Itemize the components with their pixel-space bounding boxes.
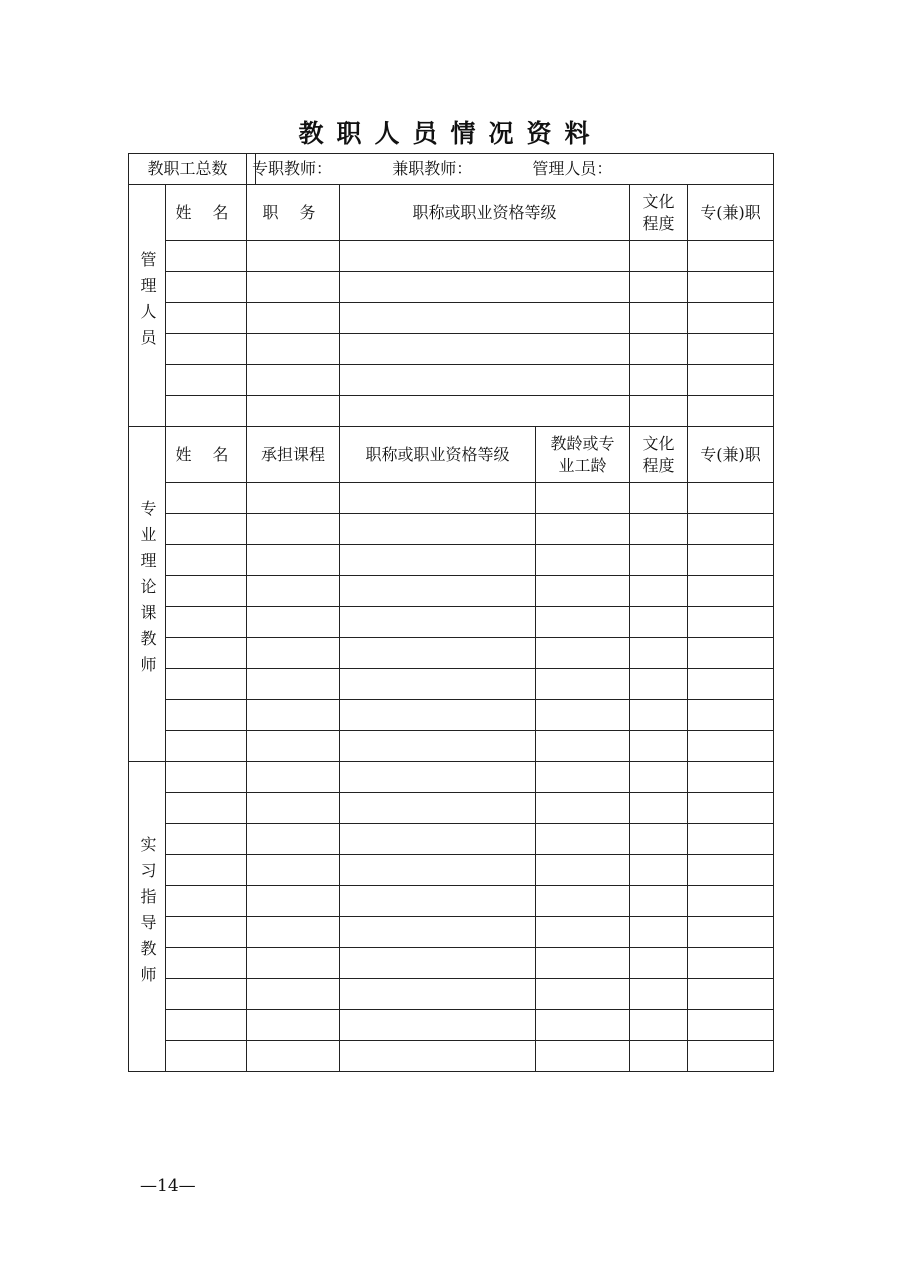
theory-title-cell[interactable] xyxy=(340,545,536,576)
theory-name-cell[interactable] xyxy=(166,638,247,669)
theory-education-cell[interactable] xyxy=(630,545,688,576)
admin-name-cell[interactable] xyxy=(166,272,247,303)
theory-course-cell[interactable] xyxy=(247,731,340,762)
theory-title-cell[interactable] xyxy=(340,700,536,731)
practice-title-cell[interactable] xyxy=(340,824,536,855)
theory-course-cell[interactable] xyxy=(247,607,340,638)
practice-row xyxy=(129,855,774,886)
admin-staff-label: 管理人员： xyxy=(532,159,613,178)
practice-education-cell[interactable] xyxy=(630,824,688,855)
admin-fulltime-cell[interactable] xyxy=(688,365,774,396)
admin-fulltime-cell[interactable] xyxy=(688,396,774,427)
theory-name-cell[interactable] xyxy=(166,483,247,514)
admin-row xyxy=(129,241,774,272)
practice-name-cell[interactable] xyxy=(166,948,247,979)
theory-row xyxy=(129,731,774,762)
theory-name-cell[interactable] xyxy=(166,576,247,607)
practice-years-cell[interactable] xyxy=(536,1041,630,1072)
theory-education-cell[interactable] xyxy=(630,483,688,514)
admin-fulltime-cell[interactable] xyxy=(688,334,774,365)
staff-table-frame xyxy=(128,153,773,1072)
theory-education-cell[interactable] xyxy=(630,607,688,638)
practice-education-cell[interactable] xyxy=(630,886,688,917)
practice-title-cell[interactable] xyxy=(340,948,536,979)
theory-years-cell[interactable] xyxy=(536,731,630,762)
admin-title-cell[interactable] xyxy=(340,303,630,334)
practice-years-cell[interactable] xyxy=(536,1010,630,1041)
theory-row xyxy=(129,514,774,545)
practice-course-cell[interactable] xyxy=(247,824,340,855)
practice-title-cell[interactable] xyxy=(340,1010,536,1041)
admin-header-education: 文化程度 xyxy=(630,185,688,241)
practice-education-cell[interactable] xyxy=(630,1010,688,1041)
admin-position-cell[interactable] xyxy=(247,241,340,272)
practice-name-cell[interactable] xyxy=(166,762,247,793)
admin-header-fulltime: 专(兼)职 xyxy=(688,185,774,241)
practice-years-cell[interactable] xyxy=(536,762,630,793)
theory-years-cell[interactable] xyxy=(536,669,630,700)
practice-education-cell[interactable] xyxy=(630,1041,688,1072)
admin-title-cell[interactable] xyxy=(340,241,630,272)
practice-fulltime-cell[interactable] xyxy=(688,917,774,948)
practice-name-cell[interactable] xyxy=(166,979,247,1010)
theory-education-cell[interactable] xyxy=(630,514,688,545)
admin-name-cell[interactable] xyxy=(166,303,247,334)
theory-course-cell[interactable] xyxy=(247,483,340,514)
admin-position-cell[interactable] xyxy=(247,303,340,334)
admin-education-cell[interactable] xyxy=(630,241,688,272)
theory-fulltime-cell[interactable] xyxy=(688,483,774,514)
practice-name-cell[interactable] xyxy=(166,917,247,948)
practice-fulltime-cell[interactable] xyxy=(688,793,774,824)
practice-education-cell[interactable] xyxy=(630,762,688,793)
practice-section-label: 实习指导教师 xyxy=(138,835,157,992)
admin-header-name: 姓 名 xyxy=(166,185,247,241)
theory-title-cell[interactable] xyxy=(340,483,536,514)
practice-fulltime-cell[interactable] xyxy=(688,1041,774,1072)
theory-years-cell[interactable] xyxy=(536,576,630,607)
theory-years-cell[interactable] xyxy=(536,700,630,731)
practice-name-cell[interactable] xyxy=(166,1010,247,1041)
practice-years-cell[interactable] xyxy=(536,948,630,979)
admin-title-cell[interactable] xyxy=(340,396,630,427)
theory-title-cell[interactable] xyxy=(340,669,536,700)
theory-education-cell[interactable] xyxy=(630,700,688,731)
theory-name-cell[interactable] xyxy=(166,545,247,576)
practice-title-cell[interactable] xyxy=(340,917,536,948)
admin-row xyxy=(129,334,774,365)
admin-education-cell[interactable] xyxy=(630,365,688,396)
theory-row xyxy=(129,483,774,514)
theory-title-cell[interactable] xyxy=(340,576,536,607)
theory-education-cell[interactable] xyxy=(630,731,688,762)
admin-header-row xyxy=(129,185,774,241)
practice-fulltime-cell[interactable] xyxy=(688,762,774,793)
admin-position-cell[interactable] xyxy=(247,334,340,365)
practice-years-cell[interactable] xyxy=(536,824,630,855)
practice-course-cell[interactable] xyxy=(247,979,340,1010)
practice-course-cell[interactable] xyxy=(247,917,340,948)
practice-course-cell[interactable] xyxy=(247,948,340,979)
theory-header-fulltime: 专(兼)职 xyxy=(688,427,774,483)
admin-fulltime-cell[interactable] xyxy=(688,241,774,272)
theory-fulltime-cell[interactable] xyxy=(688,576,774,607)
theory-fulltime-cell[interactable] xyxy=(688,514,774,545)
practice-course-cell[interactable] xyxy=(247,1010,340,1041)
theory-fulltime-cell[interactable] xyxy=(688,607,774,638)
theory-header-title-cert: 职称或职业资格等级 xyxy=(340,427,536,483)
admin-education-cell[interactable] xyxy=(630,396,688,427)
practice-fulltime-cell[interactable] xyxy=(688,886,774,917)
practice-course-cell[interactable] xyxy=(247,762,340,793)
theory-header-row xyxy=(129,427,774,483)
admin-title-cell[interactable] xyxy=(340,365,630,396)
practice-row xyxy=(129,793,774,824)
staff-table xyxy=(128,153,774,1072)
admin-name-cell[interactable] xyxy=(166,396,247,427)
practice-title-cell[interactable] xyxy=(340,762,536,793)
practice-title-cell[interactable] xyxy=(340,793,536,824)
admin-education-cell[interactable] xyxy=(630,334,688,365)
admin-row xyxy=(129,396,774,427)
practice-name-cell[interactable] xyxy=(166,855,247,886)
practice-course-cell[interactable] xyxy=(247,793,340,824)
theory-fulltime-cell[interactable] xyxy=(688,700,774,731)
theory-education-cell[interactable] xyxy=(630,669,688,700)
admin-name-cell[interactable] xyxy=(166,241,247,272)
practice-years-cell[interactable] xyxy=(536,979,630,1010)
admin-position-cell[interactable] xyxy=(247,365,340,396)
practice-row xyxy=(129,1041,774,1072)
theory-fulltime-cell[interactable] xyxy=(688,669,774,700)
theory-header-course: 承担课程 xyxy=(247,427,340,483)
theory-course-cell[interactable] xyxy=(247,545,340,576)
theory-years-cell[interactable] xyxy=(536,638,630,669)
theory-title-cell[interactable] xyxy=(340,731,536,762)
practice-name-cell[interactable] xyxy=(166,793,247,824)
theory-education-cell[interactable] xyxy=(630,576,688,607)
theory-years-cell[interactable] xyxy=(536,607,630,638)
practice-name-cell[interactable] xyxy=(166,1041,247,1072)
theory-row xyxy=(129,545,774,576)
practice-row xyxy=(129,824,774,855)
theory-course-cell[interactable] xyxy=(247,700,340,731)
admin-name-cell[interactable] xyxy=(166,334,247,365)
practice-fulltime-cell[interactable] xyxy=(688,855,774,886)
admin-education-cell[interactable] xyxy=(630,303,688,334)
theory-fulltime-cell[interactable] xyxy=(688,731,774,762)
theory-header-name: 姓 名 xyxy=(166,427,247,483)
practice-education-cell[interactable] xyxy=(630,979,688,1010)
total-staff-label-cell xyxy=(129,154,247,185)
practice-title-cell[interactable] xyxy=(340,979,536,1010)
practice-section-label-cell xyxy=(129,762,166,1072)
admin-section-label-cell xyxy=(129,185,166,427)
theory-fulltime-cell[interactable] xyxy=(688,545,774,576)
theory-title-cell[interactable] xyxy=(340,514,536,545)
admin-header-position: 职 务 xyxy=(247,185,340,241)
practice-fulltime-cell[interactable] xyxy=(688,979,774,1010)
practice-row xyxy=(129,917,774,948)
parttime-teacher-label: 兼职教师： xyxy=(392,159,473,178)
practice-row xyxy=(129,979,774,1010)
theory-row xyxy=(129,607,774,638)
theory-section-label: 专业理论课教师 xyxy=(138,500,157,682)
theory-name-cell[interactable] xyxy=(166,669,247,700)
theory-header-education: 文化程度 xyxy=(630,427,688,483)
theory-row xyxy=(129,638,774,669)
admin-row xyxy=(129,365,774,396)
staff-breakdown-cell xyxy=(247,154,774,185)
admin-title-cell[interactable] xyxy=(340,272,630,303)
summary-row xyxy=(129,154,774,185)
practice-row xyxy=(129,1010,774,1041)
theory-fulltime-cell[interactable] xyxy=(688,638,774,669)
admin-position-cell[interactable] xyxy=(247,272,340,303)
theory-title-cell[interactable] xyxy=(340,607,536,638)
practice-education-cell[interactable] xyxy=(630,793,688,824)
practice-education-cell[interactable] xyxy=(630,917,688,948)
practice-title-cell[interactable] xyxy=(340,886,536,917)
theory-title-cell[interactable] xyxy=(340,638,536,669)
theory-years-cell[interactable] xyxy=(536,545,630,576)
practice-education-cell[interactable] xyxy=(630,948,688,979)
practice-row xyxy=(129,886,774,917)
theory-course-cell[interactable] xyxy=(247,514,340,545)
theory-header-years: 教龄或专业工龄 xyxy=(536,427,630,483)
theory-years-cell[interactable] xyxy=(536,514,630,545)
practice-course-cell[interactable] xyxy=(247,886,340,917)
theory-name-cell[interactable] xyxy=(166,607,247,638)
theory-years-cell[interactable] xyxy=(536,483,630,514)
practice-row xyxy=(129,762,774,793)
practice-name-cell[interactable] xyxy=(166,824,247,855)
total-staff-label: 教职工总数 xyxy=(147,159,228,178)
practice-years-cell[interactable] xyxy=(536,855,630,886)
theory-course-cell[interactable] xyxy=(247,576,340,607)
admin-fulltime-cell[interactable] xyxy=(688,272,774,303)
page-number: —14— xyxy=(140,1176,196,1196)
admin-name-cell[interactable] xyxy=(166,365,247,396)
practice-course-cell[interactable] xyxy=(247,855,340,886)
practice-education-cell[interactable] xyxy=(630,855,688,886)
admin-row xyxy=(129,303,774,334)
practice-name-cell[interactable] xyxy=(166,886,247,917)
theory-education-cell[interactable] xyxy=(630,638,688,669)
admin-header-title-cert: 职称或职业资格等级 xyxy=(340,185,630,241)
practice-years-cell[interactable] xyxy=(536,917,630,948)
admin-title-cell[interactable] xyxy=(340,334,630,365)
admin-row xyxy=(129,272,774,303)
theory-name-cell[interactable] xyxy=(166,700,247,731)
practice-fulltime-cell[interactable] xyxy=(688,948,774,979)
practice-years-cell[interactable] xyxy=(536,793,630,824)
admin-education-cell[interactable] xyxy=(630,272,688,303)
theory-row xyxy=(129,700,774,731)
theory-name-cell[interactable] xyxy=(166,731,247,762)
practice-fulltime-cell[interactable] xyxy=(688,1010,774,1041)
practice-years-cell[interactable] xyxy=(536,886,630,917)
total-staff-value[interactable] xyxy=(247,154,257,184)
practice-fulltime-cell[interactable] xyxy=(688,824,774,855)
theory-section-label-cell xyxy=(129,427,166,762)
theory-row xyxy=(129,576,774,607)
fulltime-teacher-label: 专职教师： xyxy=(252,159,333,178)
theory-course-cell[interactable] xyxy=(247,638,340,669)
admin-fulltime-cell[interactable] xyxy=(688,303,774,334)
practice-row xyxy=(129,948,774,979)
theory-course-cell[interactable] xyxy=(247,669,340,700)
theory-name-cell[interactable] xyxy=(166,514,247,545)
page-title: 教职人员情况资料 xyxy=(298,119,603,148)
practice-title-cell[interactable] xyxy=(340,1041,536,1072)
admin-section-label: 管理人员 xyxy=(138,250,157,355)
practice-course-cell[interactable] xyxy=(247,1041,340,1072)
practice-title-cell[interactable] xyxy=(340,855,536,886)
theory-row xyxy=(129,669,774,700)
admin-position-cell[interactable] xyxy=(247,396,340,427)
